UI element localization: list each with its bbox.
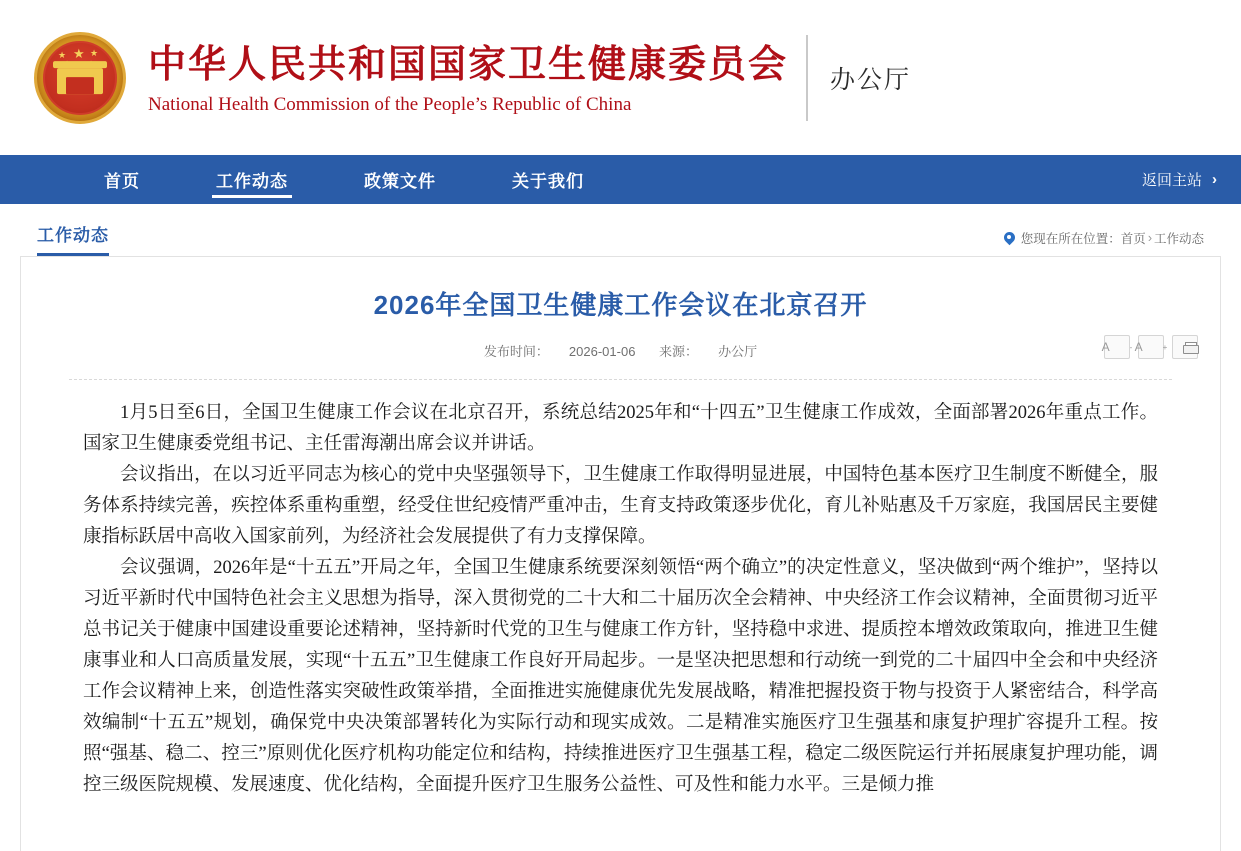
site-header [0, 0, 1241, 155]
publish-date: 2026-01-06 [568, 344, 636, 359]
site-title-en: National Health Commission of the People’s Republic of China [148, 93, 632, 115]
article-paragraph: 1月5日至6日，全国卫生健康工作会议在北京召开，系统总结2025年和“十四五”卫生健康工作成效，全面部署2026年重点工作。国家卫生健康委党组书记、主任雷海潮出席会议并讲话。 [83, 403, 1158, 454]
title-divider [806, 35, 808, 121]
nav-item-policy-documents[interactable] [326, 155, 474, 204]
breadcrumb-item-current[interactable]: 工作动态 [1153, 232, 1204, 246]
article-body [21, 380, 1220, 801]
source-label: 来源： [659, 344, 699, 359]
printer-icon [1183, 342, 1187, 353]
nav-item-label: 政策文件 [364, 172, 436, 191]
breadcrumb-item-home[interactable]: 首页 [1120, 232, 1146, 246]
source-value: 办公厅 [718, 344, 758, 359]
back-to-main-site-label: 返回主站 [1141, 172, 1202, 189]
decrease-font-sup: - [1129, 342, 1133, 352]
chevron-right-icon: › [1212, 171, 1217, 188]
national-emblem-icon: ★ ★ ★ [34, 32, 126, 124]
site-title-cn: 中华人民共和国国家卫生健康委员会 [148, 43, 789, 86]
back-to-main-site-link[interactable] [1142, 155, 1241, 204]
nav-item-work-updates[interactable] [178, 155, 326, 204]
increase-font-sup: + [1162, 342, 1168, 352]
main-navigation [0, 155, 1241, 204]
nav-item-home[interactable] [66, 155, 178, 204]
breadcrumb [1004, 229, 1204, 256]
article-paragraph: 会议指出，在以习近平同志为核心的党中央坚强领导下，卫生健康工作取得明显进展，中国特色基本医疗卫生制度不断健全，服务体系持续完善，疾控体系重构重塑，经受住世纪疫情严重冲击，生育支持政策逐步优化，育儿补贴惠及千万家庭，我国居民主要健康指标跃居中高收入国家前列，为经济社会发展提供了有力支撑保障。 [83, 465, 1158, 547]
publish-time-label: 发布时间： [483, 344, 549, 359]
article-paragraph: 会议强调，2026年是“十五五”开局之年，全国卫生健康系统要深刻领悟“两个确立”的决定性意义，坚决做到“两个维护”，坚持以习近平新时代中国特色社会主义思想为指导，深入贯彻党的二十大和二十届历次全会精神、中央经济工作会议精神，全面贯彻习近平总书记关于健康中国建设重要论述精神，坚持新时代党的卫生与健康工作方针，坚持稳中求进、提质控本增效政策取向，推进卫生健康事业和人口高质量发展，实现“十五五”卫生健康工作良好开局起步。一是坚决把思想和行动统一到党的二十届四中全会和中央经济工作会议精神上来，创造性落实突破性政策举措，全面推进实施健康优先发展战略，精准把握投资于物与投资于人紧密结合，科学高效编制“十五五”规划，确保党中央决策部署转化为实际行动和现实成效。二是精准实施医疗卫生强基和康复护理扩容提升工程。按照“强基、稳二、控三”原则优化医疗机构功能定位和结构，持续推进医疗卫生强基工程，稳定二级医院运行并拓展康复护理功能，调控三级医院规模、发展速度、优化结构，全面提升医疗卫生服务公益性、可及性和能力水平。三是倾力推 [83, 558, 1158, 795]
decrease-font-size-button[interactable] [1101, 335, 1133, 359]
article-tools [1101, 335, 1198, 359]
increase-font-label: A [1134, 340, 1143, 354]
print-button[interactable] [1172, 335, 1198, 359]
breadcrumb-prefix: 您现在所在位置： [1020, 232, 1121, 246]
article-card [20, 256, 1221, 851]
site-subtitle: 办公厅 [830, 66, 912, 94]
nav-item-label: 工作动态 [216, 172, 288, 191]
site-title-block [148, 35, 911, 121]
location-pin-icon [1004, 232, 1015, 245]
breadcrumb-separator: › [1147, 231, 1152, 245]
nav-item-label: 关于我们 [512, 172, 584, 191]
nav-items [0, 155, 622, 204]
article-title: 2026年全国卫生健康工作会议在北京召开 [373, 290, 868, 320]
nav-item-about-us[interactable] [474, 155, 622, 204]
channel-title: 工作动态 [37, 221, 109, 256]
increase-font-size-button[interactable] [1134, 335, 1168, 359]
article-meta [21, 341, 1220, 365]
channel-bar [0, 204, 1241, 256]
nav-item-label: 首页 [104, 172, 140, 191]
decrease-font-label: A [1101, 340, 1110, 354]
